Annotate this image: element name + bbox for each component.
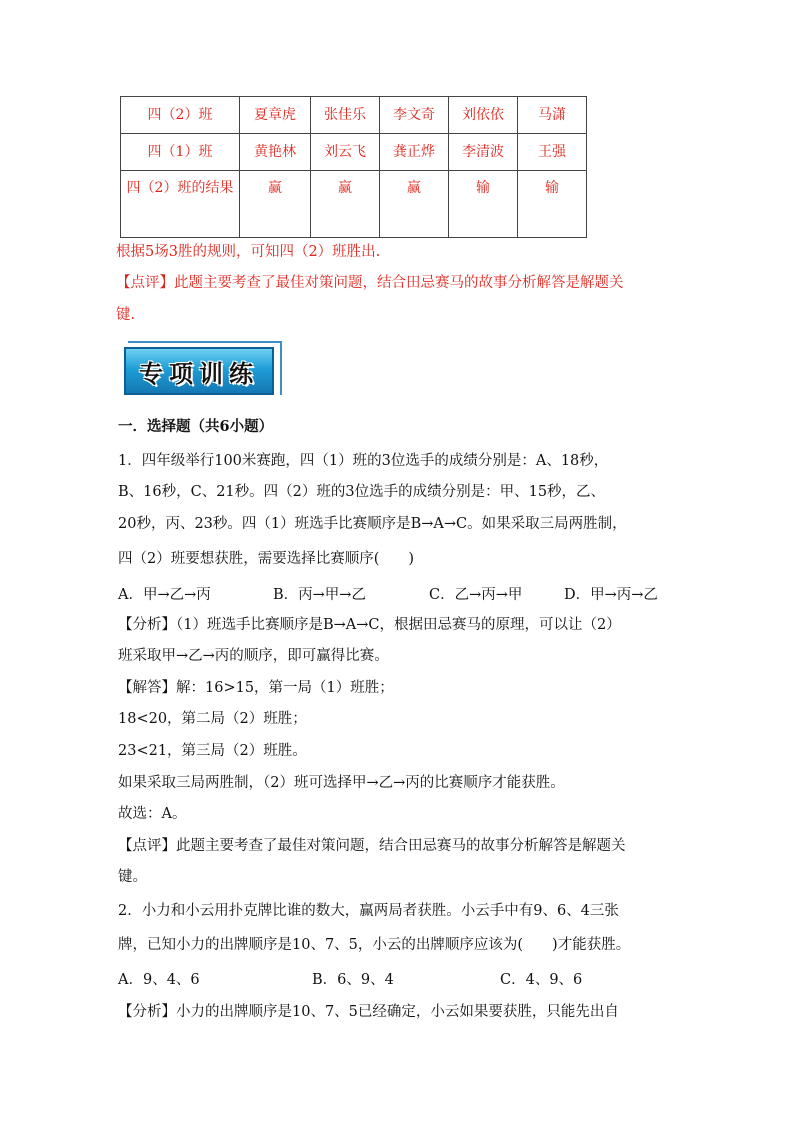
q1-option-a: A．甲→乙→丙 <box>118 587 211 603</box>
result-table <box>120 96 587 238</box>
q1-options <box>118 585 658 605</box>
table-cell: 四（1）班 <box>121 134 240 171</box>
q1-option-d: D．甲→丙→乙 <box>564 587 658 603</box>
table-cell: 赢 <box>380 171 449 238</box>
q2-option-b: B．6、9、4 <box>312 972 394 988</box>
q2-option-a: A．9、4、6 <box>118 972 200 988</box>
q1-line-1: 1．四年级举行100米赛跑，四（1）班的3位选手的成绩分别是：A、18秒， <box>118 453 609 469</box>
q1-line-2: B、16秒，C、21秒。四（2）班的3位选手的成绩分别是：甲、15秒，乙、 <box>118 484 606 500</box>
q2-line-2: 牌，已知小力的出牌顺序是10、7、5，小云的出牌顺序应该为( )才能获胜。 <box>118 937 631 953</box>
q2-option-c: C．4、9、6 <box>500 972 583 988</box>
table-cell: 王强 <box>518 134 587 171</box>
q2-line-1: 2．小力和小云用扑克牌比谁的数大，赢两局者获胜。小云手中有9、6、4三张 <box>118 903 619 919</box>
conclusion-text: 根据5场3胜的规则，可知四（2）班胜出. <box>116 244 381 260</box>
table-row <box>121 134 587 171</box>
table-cell: 输 <box>449 171 518 238</box>
q1-answer-5: 故选：A。 <box>118 806 187 822</box>
q2-analysis-1: 【分析】小力的出牌顺序是10、7、5已经确定，小云如果要获胜，只能先出自 <box>118 1004 619 1020</box>
comment-line-2: 键. <box>116 307 136 323</box>
q1-analysis-1: 【分析】（1）班选手比赛顺序是B→A→C，根据田忌赛马的原理，可以让（2） <box>118 617 621 633</box>
q1-comment-2: 键。 <box>118 869 147 885</box>
q1-option-b: B．丙→甲→乙 <box>273 587 366 603</box>
comment-line-1: 【点评】此题主要考查了最佳对策问题，结合田忌赛马的故事分析解答是解题关 <box>116 275 624 291</box>
section-banner <box>124 341 280 399</box>
table-cell: 刘依依 <box>449 97 518 134</box>
table-cell: 龚正烨 <box>380 134 449 171</box>
table-cell: 黄艳林 <box>240 134 311 171</box>
q1-comment-1: 【点评】此题主要考查了最佳对策问题，结合田忌赛马的故事分析解答是解题关 <box>118 838 626 854</box>
table-cell <box>121 171 240 238</box>
table-cell: 赢 <box>311 171 380 238</box>
table-cell: 马潇 <box>518 97 587 134</box>
table-cell: 输 <box>518 171 587 238</box>
q1-line-4: 四（2）班要想获胜，需要选择比赛顺序( ) <box>118 551 415 567</box>
section-title: 一．选择题（共6小题） <box>118 418 274 435</box>
q1-option-c: C．乙→丙→甲 <box>429 587 523 603</box>
q1-answer-4: 如果采取三局两胜制，（2）班可选择甲→乙→丙的比赛顺序才能获胜。 <box>118 775 565 791</box>
q1-answer-3: 23<21，第三局（2）班胜。 <box>118 743 307 759</box>
table-cell: 张佳乐 <box>311 97 380 134</box>
q2-options <box>118 970 582 990</box>
table-cell: 李文奇 <box>380 97 449 134</box>
q1-answer-2: 18<20，第二局（2）班胜； <box>118 711 307 727</box>
table-cell: 夏章虎 <box>240 97 311 134</box>
q1-answer-1: 【解答】解：16>15，第一局（1）班胜； <box>118 680 394 696</box>
table-cell: 四（2）班 <box>121 97 240 134</box>
table-row <box>121 171 587 238</box>
q1-line-3: 20秒，丙、23秒。四（1）班选手比赛顺序是B→A→C。如果采取三局两胜制， <box>118 516 627 532</box>
table-cell: 赢 <box>240 171 311 238</box>
q1-analysis-2: 班采取甲→乙→丙的顺序，即可赢得比赛。 <box>118 648 389 664</box>
banner-box <box>124 347 274 395</box>
result-label: 四（2）班的结果 <box>126 180 234 196</box>
table-row <box>121 97 587 134</box>
banner-text: 专项训练 <box>139 359 259 388</box>
table-cell: 李清波 <box>449 134 518 171</box>
table-cell: 刘云飞 <box>311 134 380 171</box>
